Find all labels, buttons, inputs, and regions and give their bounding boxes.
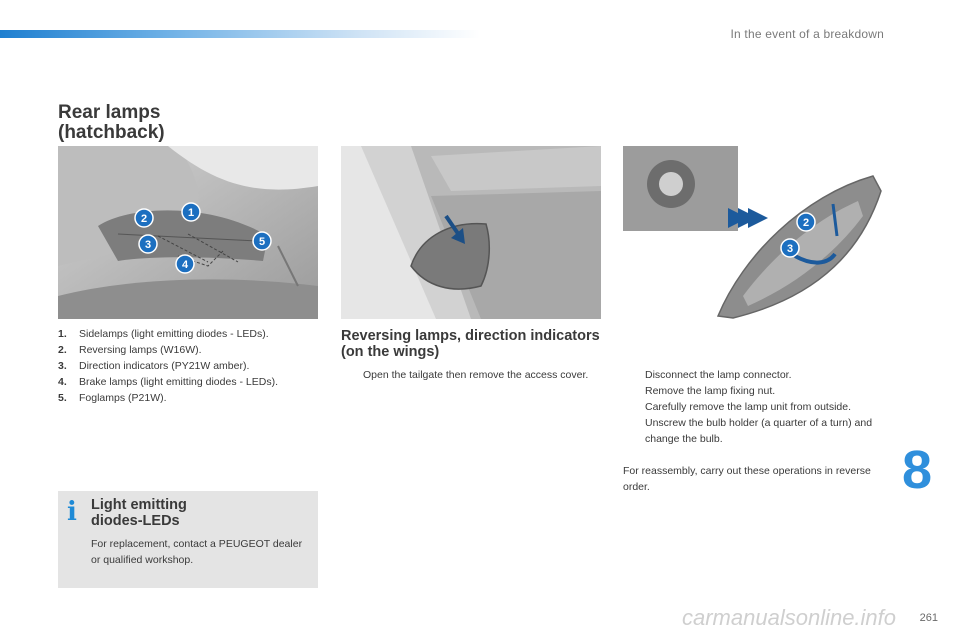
lamp-removal-photo — [623, 146, 883, 319]
legend-item — [58, 358, 320, 374]
callout-3 — [139, 235, 157, 253]
page-title-line-1: Rear lamps — [58, 102, 161, 123]
header-color-bar — [0, 30, 480, 38]
reassembly-note: For reassembly, carry out these operations in reverse order. — [623, 465, 871, 493]
legend-item — [58, 326, 320, 342]
legend-item-number: 5. — [58, 392, 67, 404]
legend-item-number: 1. — [58, 328, 67, 340]
legend-item-text: Foglamps (P21W). — [79, 392, 167, 404]
info-title-line-1: Light emitting — [91, 497, 187, 513]
legend-item-text: Reversing lamps (W16W). — [79, 344, 202, 356]
svg-text:5: 5 — [258, 236, 266, 248]
led-info-box — [58, 491, 318, 588]
info-title — [91, 497, 187, 529]
legend-item-number: 2. — [58, 344, 67, 356]
callout-1 — [182, 203, 200, 221]
step-text: Disconnect the lamp connector. — [645, 369, 792, 381]
svg-text:2: 2 — [802, 217, 810, 229]
page-number: 261 — [919, 612, 938, 624]
info-icon: i — [67, 497, 77, 527]
step-text: Carefully remove the lamp unit from outside. — [645, 401, 852, 413]
step-text: Unscrew the bulb holder (a quarter of a turn) and change the bulb. — [645, 417, 873, 445]
chapter-number: 8 — [902, 440, 933, 500]
legend-item-number: 4. — [58, 376, 67, 388]
legend-item-number: 3. — [58, 360, 67, 372]
rear-lamps-photo — [58, 146, 318, 319]
step-item — [341, 367, 603, 383]
info-title-line-2: diodes-LEDs — [91, 513, 180, 529]
svg-text:3: 3 — [786, 243, 794, 255]
legend-item — [58, 390, 320, 406]
step-text: Open the tailgate then remove the access cover. — [363, 369, 589, 381]
info-text: For replacement, contact a PEUGEOT dealer or qualified workshop. — [91, 538, 303, 566]
step-item — [623, 415, 883, 447]
svg-text:3: 3 — [144, 239, 152, 251]
step-bullet-icon — [623, 399, 645, 415]
step-item — [623, 399, 883, 415]
section-header: In the event of a breakdown — [730, 27, 884, 41]
callout-4 — [176, 255, 194, 273]
step-text: Remove the lamp fixing nut. — [645, 385, 776, 397]
step-bullet-icon — [623, 415, 645, 447]
watermark: carmanualsonline.info — [682, 605, 897, 630]
legend-item-text: Brake lamps (light emitting diodes - LEDs). — [79, 376, 278, 388]
step-item — [623, 367, 883, 383]
svg-text:2: 2 — [140, 213, 148, 225]
step-bullet-icon — [623, 383, 645, 399]
legend-item — [58, 374, 320, 390]
callout-3-step — [781, 239, 799, 257]
step-item — [623, 383, 883, 399]
callout-2-step — [797, 213, 815, 231]
legend-item — [58, 342, 320, 358]
svg-text:4: 4 — [181, 259, 189, 271]
page-title-line-2: (hatchback) — [58, 122, 165, 143]
svg-text:1: 1 — [187, 207, 195, 219]
access-cover-steps — [341, 367, 603, 383]
page-title — [58, 103, 165, 143]
legend-item-text: Direction indicators (PY21W amber). — [79, 360, 250, 372]
step-bullet-icon — [623, 367, 645, 383]
access-cover-photo — [341, 146, 601, 319]
step-bullet-icon — [341, 367, 363, 383]
reversing-section-title: Reversing lamps, direction indicators (on the wings) — [341, 328, 600, 360]
callout-2 — [135, 209, 153, 227]
lamp-legend — [58, 326, 320, 406]
lamp-replacement-steps — [623, 367, 883, 447]
callout-5 — [253, 232, 271, 250]
legend-item-text: Sidelamps (light emitting diodes - LEDs). — [79, 328, 269, 340]
